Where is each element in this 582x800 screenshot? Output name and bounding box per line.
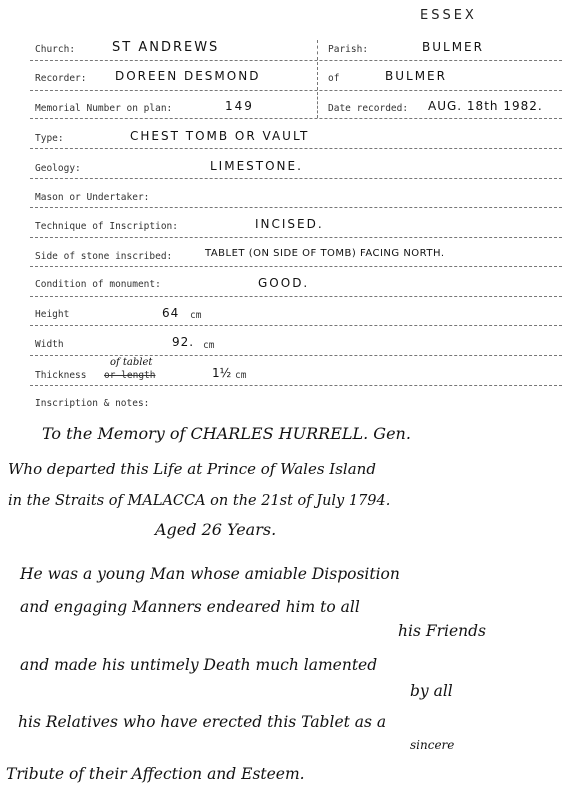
- row-rule: [30, 266, 562, 267]
- thickness-struck-text: or length: [104, 370, 156, 381]
- date-recorded-label: Date recorded:: [328, 103, 409, 114]
- width-value: 92.: [172, 335, 195, 349]
- inscription-line: Who departed this Life at Prince of Wales Island: [8, 460, 376, 478]
- church-value: ST ANDREWS: [112, 40, 220, 55]
- inscription-label: Inscription & notes:: [35, 398, 150, 409]
- side-inscribed-label: Side of stone inscribed:: [35, 251, 173, 262]
- inscription-line: and engaging Manners endeared him to all: [20, 598, 360, 616]
- memorial-number-value: 149: [225, 99, 254, 113]
- technique-value: INCISED.: [255, 217, 324, 231]
- inscription-line: To the Memory of CHARLES HURRELL. Gen.: [42, 424, 411, 443]
- inscription-line: and made his untimely Death much lamented: [20, 656, 378, 674]
- inscription-line: by all: [410, 682, 453, 700]
- date-recorded-value: AUG. 18th 1982.: [428, 99, 543, 113]
- thickness-label: Thickness: [35, 370, 87, 381]
- inscription-line: sincere: [410, 738, 455, 752]
- row-rule: [30, 118, 562, 119]
- type-label: Type:: [35, 133, 64, 144]
- row-rule: [30, 237, 562, 238]
- type-value: CHEST TOMB OR VAULT: [130, 129, 310, 143]
- row-rule: [30, 90, 562, 91]
- row-rule: [30, 60, 562, 61]
- inscription-line: Aged 26 Years.: [155, 520, 277, 539]
- technique-label: Technique of Inscription:: [35, 221, 178, 232]
- geology-value: LIMESTONE.: [210, 159, 303, 173]
- mason-label: Mason or Undertaker:: [35, 192, 150, 203]
- row-rule: [30, 207, 562, 208]
- inscription-line: He was a young Man whose amiable Disposition: [20, 565, 400, 583]
- column-divider: [317, 92, 318, 118]
- of-label: of: [328, 73, 340, 84]
- height-value: 64: [162, 306, 180, 320]
- recorder-value: DOREEN DESMOND: [115, 69, 261, 83]
- side-inscribed-value: TABLET (ON SIDE OF TOMB) FACING NORTH.: [205, 248, 445, 259]
- column-divider: [317, 40, 318, 60]
- row-rule: [30, 355, 562, 356]
- of-value: BULMER: [385, 69, 447, 83]
- height-unit: cm: [190, 310, 202, 321]
- parish-value: BULMER: [422, 40, 484, 54]
- width-label: Width: [35, 339, 64, 350]
- recorder-label: Recorder:: [35, 73, 87, 84]
- thickness-insertion: of tablet: [110, 357, 153, 368]
- height-label: Height: [35, 309, 70, 320]
- thickness-unit: cm: [235, 370, 247, 381]
- row-rule: [30, 385, 562, 386]
- width-unit: cm: [203, 340, 215, 351]
- row-rule: [30, 178, 562, 179]
- row-rule: [30, 148, 562, 149]
- row-rule: [30, 325, 562, 326]
- church-label: Church:: [35, 44, 76, 55]
- geology-label: Geology:: [35, 163, 81, 174]
- inscription-line: in the Straits of MALACCA on the 21st of July 1794.: [8, 493, 391, 509]
- column-divider: [317, 62, 318, 90]
- inscription-line: his Relatives who have erected this Tablet as a: [18, 713, 387, 731]
- row-rule: [30, 296, 562, 297]
- memorial-number-label: Memorial Number on plan:: [35, 103, 173, 114]
- condition-value: GOOD.: [258, 276, 310, 290]
- parish-label: Parish:: [328, 44, 369, 55]
- condition-label: Condition of monument:: [35, 279, 161, 290]
- inscription-line: Tribute of their Affection and Esteem.: [6, 765, 305, 783]
- thickness-value: 1½: [212, 366, 232, 380]
- inscription-line: his Friends: [398, 622, 486, 640]
- county-label: ESSEX: [420, 8, 477, 23]
